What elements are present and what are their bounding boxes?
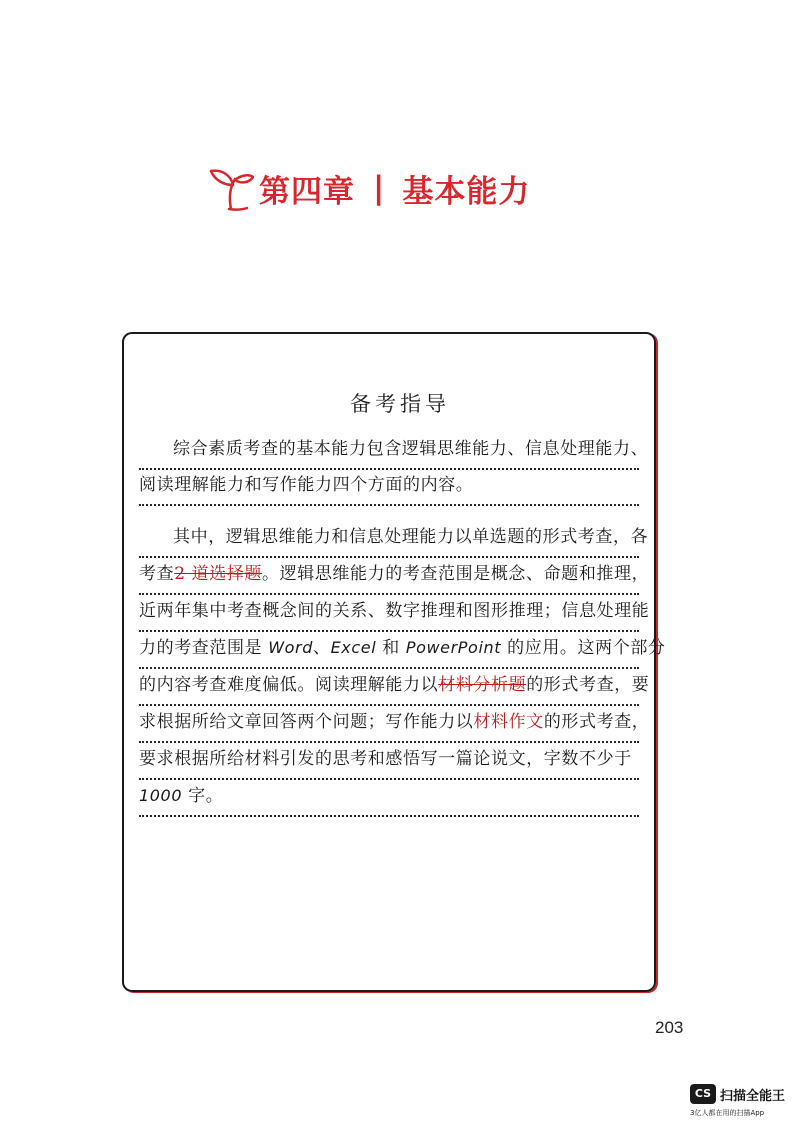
line-text: 其中，逻辑思维能力和信息处理能力以单选题的形式考查，各 xyxy=(173,527,649,547)
line-text: 要求根据所给材料引发的思考和感悟写一篇论说文，字数不少于 xyxy=(139,749,632,769)
line-text: 的形式考查， xyxy=(543,712,650,732)
latin-text: PowerPoint xyxy=(405,638,502,657)
highlight-text: 材料作文 xyxy=(473,712,544,732)
line-text: 综合素质考查的基本能力包含逻辑思维能力、信息处理能力、 xyxy=(173,439,649,459)
paragraph-line xyxy=(139,779,639,817)
sprout-icon xyxy=(205,163,257,213)
latin-text: 1000 xyxy=(139,786,183,805)
line-text: 、 xyxy=(312,638,331,658)
cs-logo-icon: CS xyxy=(690,1084,716,1104)
line-text: 力的考查范围是 xyxy=(139,638,269,658)
paragraph-line xyxy=(139,705,650,743)
line-text: 和 xyxy=(376,638,406,658)
paragraph-line xyxy=(139,594,650,632)
chapter-number: 第四章 xyxy=(259,173,355,210)
line-text: 近两年集中考查概念间的关系、数字推理和图形推理；信息处理能 xyxy=(139,601,650,621)
highlight-text: 材料分析题 xyxy=(438,675,527,695)
highlight-text: 2 道选择题 xyxy=(174,564,263,584)
guide-heading: 备考指导 xyxy=(350,392,450,416)
paragraph-line xyxy=(139,432,649,470)
line-text: 的内容考查难度偏低。阅读理解能力以 xyxy=(139,675,439,695)
watermark-name: 扫描全能王 xyxy=(720,1089,786,1104)
paragraph-line xyxy=(139,742,639,780)
chapter-subtitle: 基本能力 xyxy=(402,173,531,210)
paragraph-line xyxy=(139,668,650,706)
watermark-tagline: 3亿人都在用的扫描App xyxy=(690,1109,765,1117)
page-number: 203 xyxy=(655,1018,684,1037)
chapter-title xyxy=(205,158,530,218)
paragraph-line xyxy=(139,520,649,558)
line-text: 的形式考查，要 xyxy=(526,675,650,695)
paragraph-line xyxy=(139,557,650,595)
line-text: 阅读理解能力和写作能力四个方面的内容。 xyxy=(139,475,474,495)
paragraph-line xyxy=(139,468,639,506)
scanner-watermark xyxy=(690,1084,795,1126)
line-text: 。逻辑思维能力的考查范围是概念、命题和推理， xyxy=(262,564,650,584)
line-text: 的应用。这两个部分 xyxy=(501,638,666,658)
latin-text: Word xyxy=(268,638,313,657)
line-text: 字。 xyxy=(182,786,224,806)
line-text: 考查 xyxy=(139,564,175,584)
paragraph-line xyxy=(139,631,666,669)
line-text: 求根据所给文章回答两个问题；写作能力以 xyxy=(139,712,474,732)
chapter-separator: | xyxy=(373,170,385,206)
latin-text: Excel xyxy=(330,638,377,657)
